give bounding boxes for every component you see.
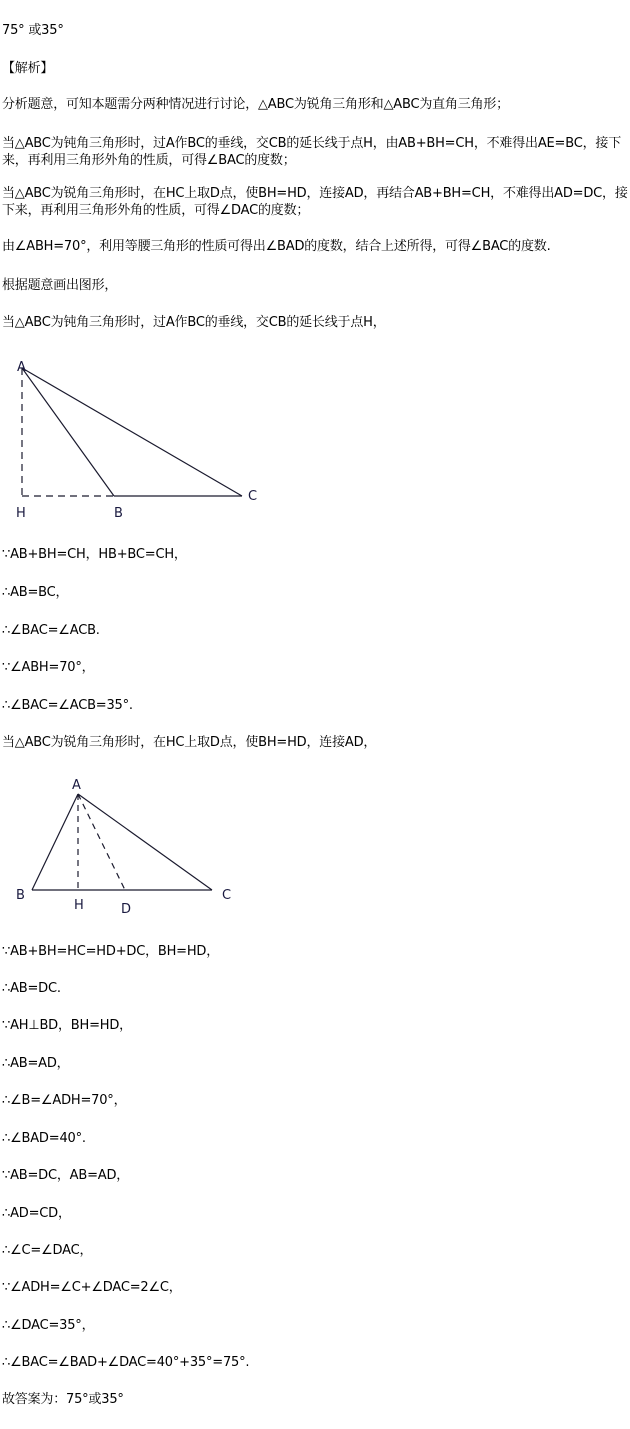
section-title: 【解析】 (2, 61, 54, 76)
analysis-paragraph-4: 由∠ABH=70°，利用等腰三角形的性质可得出∠BAD的度数，结合上述所得，可得∠BAC的度数. (2, 239, 551, 254)
case1-step-2: ∴AB=BC， (2, 585, 69, 600)
case2-step-12: ∴∠BAC=∠BAD+∠DAC=40°+35°=75°. (2, 1355, 250, 1370)
label-d: D (121, 902, 132, 917)
case1-step-1: ∵AB+BH=CH，HB+BC=CH， (2, 547, 187, 562)
case1-step-3: ∴∠BAC=∠ACB. (2, 623, 100, 638)
case2-step-8: ∴AD=CD， (2, 1206, 71, 1221)
segment-ab (22, 368, 114, 496)
case2-step-10: ∵∠ADH=∠C+∠DAC=2∠C， (2, 1280, 182, 1295)
case2-step-3: ∵AH⊥BD，BH=HD， (2, 1018, 132, 1033)
final-answer: 故答案为：75°或35° (2, 1392, 124, 1407)
draw-intro: 根据题意画出图形， (2, 278, 118, 293)
case2-step-7: ∵AB=DC，AB=AD， (2, 1168, 130, 1183)
case1-figure (0, 352, 300, 530)
case2-step-1: ∵AB+BH=HC=HD+DC，BH=HD， (2, 944, 220, 959)
case2-step-11: ∴∠DAC=35°， (2, 1318, 95, 1333)
case1-step-4: ∵∠ABH=70°， (2, 660, 95, 675)
analysis-paragraph-2: 当△ABC为钝角三角形时，过A作BC的垂线，交CB的延长线于点H，由AB+BH=CH，不难得出AE=BC，接下来，再利用三角形外角的性质，可得∠BAC的度数； (2, 136, 621, 168)
label-a: A (72, 778, 81, 793)
case2-step-4: ∴AB=AD， (2, 1056, 70, 1071)
analysis-paragraph-3: 当△ABC为锐角三角形时，在HC上取D点，使BH=HD，连接AD，再结合AB+BH=CH，不难得出AD=DC，接下来，再利用三角形外角的性质，可得∠DAC的度数； (2, 186, 628, 218)
segment-ad (78, 794, 125, 890)
segment-ac (22, 368, 242, 496)
case2-figure (0, 770, 300, 920)
label-c: C (222, 888, 232, 903)
label-a: A (17, 360, 26, 375)
segment-ac (78, 794, 212, 890)
case2-step-5: ∴∠B=∠ADH=70°， (2, 1093, 127, 1108)
label-h: H (74, 898, 84, 913)
label-c: C (248, 489, 258, 504)
case2-intro: 当△ABC为锐角三角形时，在HC上取D点，使BH=HD，连接AD， (2, 735, 377, 750)
case1-intro: 当△ABC为钝角三角形时，过A作BC的垂线，交CB的延长线于点H， (2, 315, 386, 330)
label-b: B (114, 506, 123, 521)
case2-step-6: ∴∠BAD=40°. (2, 1131, 86, 1146)
label-h: H (16, 506, 26, 521)
case1-step-5: ∴∠BAC=∠ACB=35°. (2, 698, 133, 713)
case2-step-2: ∴AB=DC. (2, 981, 61, 996)
label-b: B (16, 888, 25, 903)
answer-line: 75° 或35° (2, 23, 64, 38)
case2-step-9: ∴∠C=∠DAC， (2, 1243, 93, 1258)
analysis-paragraph-1: 分析题意，可知本题需分两种情况进行讨论，△ABC为锐角三角形和△ABC为直角三角形； (2, 97, 509, 112)
segment-ab (32, 794, 78, 890)
